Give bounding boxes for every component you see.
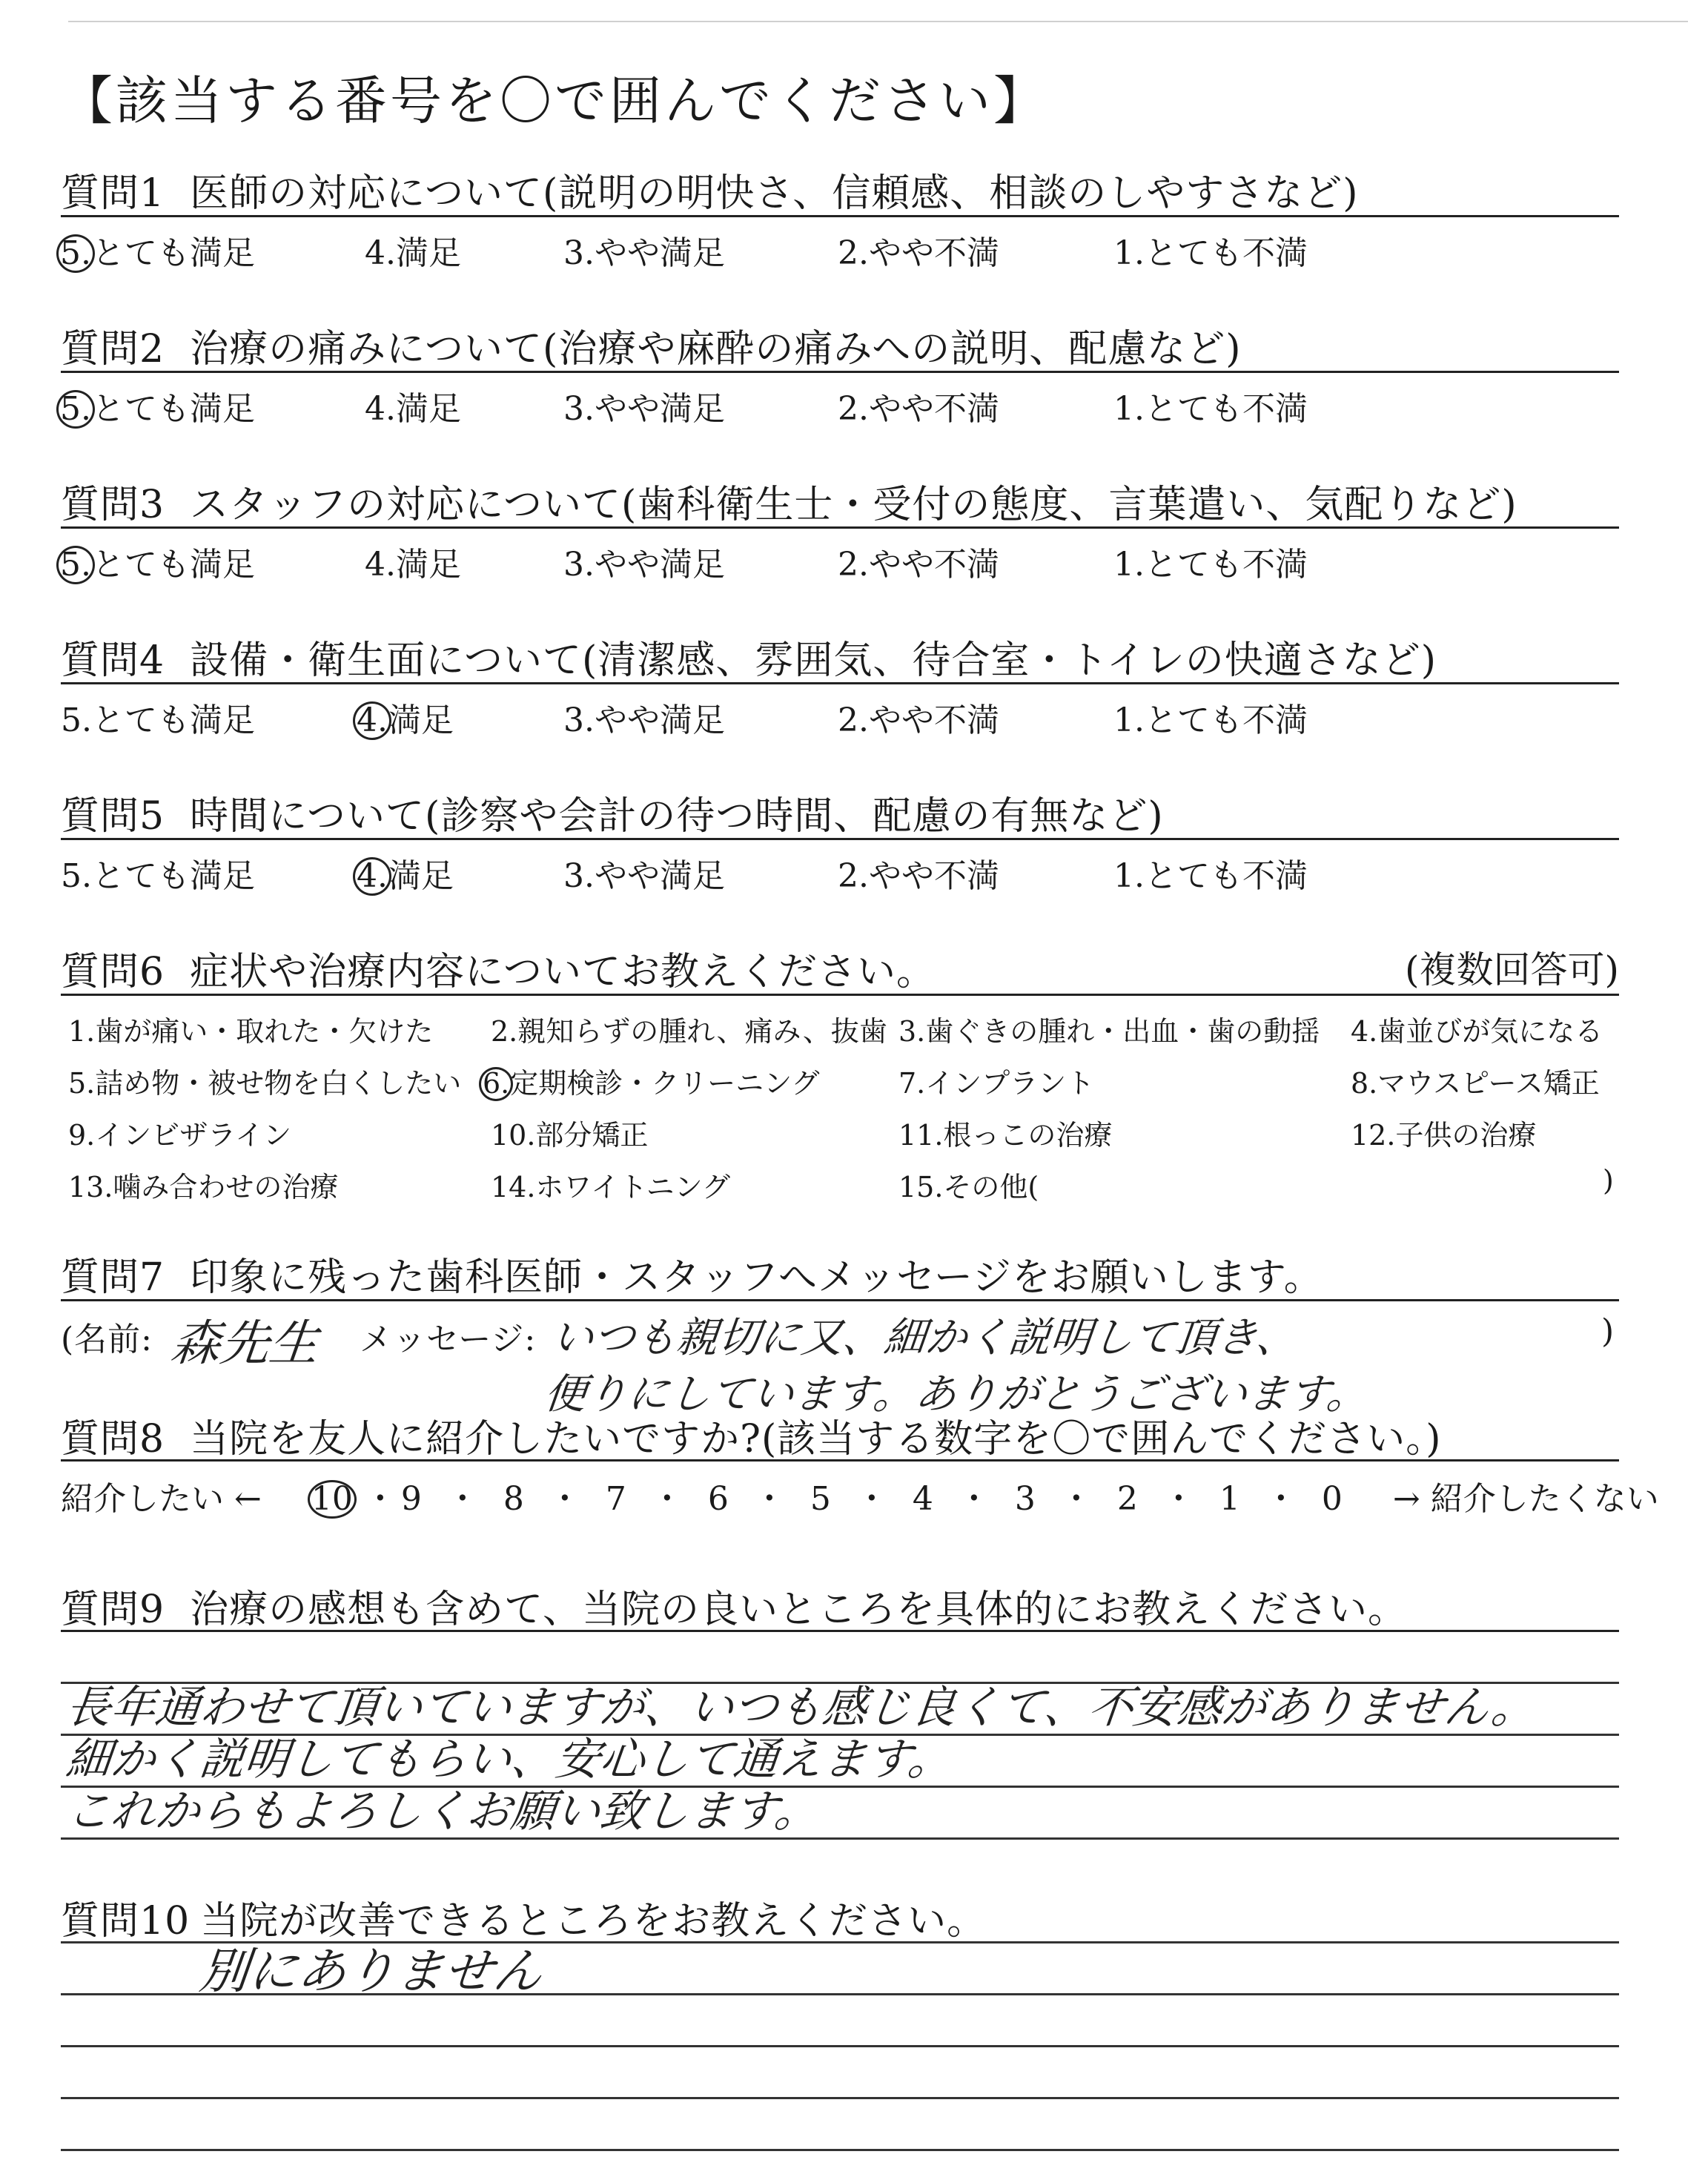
selected-circle: 5. — [56, 390, 95, 429]
question-1 — [61, 162, 1359, 217]
question-7 — [61, 1246, 1323, 1301]
option-5[interactable]: 5.とても満足 — [61, 382, 255, 429]
question-text: スタッフの対応について(歯科衛生士・受付の態度、言葉遣い、気配りなど) — [190, 483, 1517, 527]
option-14[interactable]: 14.ホワイトニング — [491, 1171, 731, 1203]
option-2[interactable]: 2.やや不満 — [838, 234, 999, 272]
instruction-header: 【該当する番号を〇で囲んでください】 — [61, 70, 1048, 131]
option-1[interactable]: 1.歯が痛い・取れた・欠けた — [68, 1015, 434, 1048]
selected-circle: 4. — [353, 857, 391, 896]
option-4[interactable]: 4.満足 — [365, 234, 461, 272]
option-5[interactable]: 5.とても満足 — [61, 226, 255, 274]
right-label: → 紹介したくない — [1392, 1480, 1659, 1518]
question-text: 当院を友人に紹介したいですか?(該当する数字を〇で囲んでください。) — [190, 1417, 1442, 1462]
handwritten-message-line-1: いつも親切に又、細かく説明して頂き、 — [549, 1314, 1300, 1362]
option-1[interactable]: 1.とても不満 — [1113, 701, 1308, 739]
handwritten-answer-line-3: これからもよろしくお願い致します。 — [63, 1786, 822, 1837]
q5-options — [61, 849, 1619, 894]
selected-circle: 6. — [479, 1067, 513, 1101]
option-13[interactable]: 13.噛み合わせの治療 — [68, 1171, 339, 1203]
question-text: 医師の対応について(説明の明快さ、信頼感、相談のしやすさなど) — [190, 171, 1359, 216]
top-border — [68, 21, 1688, 22]
close-paren: ) — [1601, 1312, 1615, 1350]
option-1[interactable]: 1.とても不満 — [1113, 857, 1308, 895]
question-6 — [61, 940, 936, 996]
question-9 — [61, 1578, 1407, 1634]
q7-name-row — [61, 1312, 153, 1360]
option-3[interactable]: 3.やや満足 — [563, 857, 725, 895]
question-4 — [61, 629, 1437, 684]
divider — [61, 215, 1619, 217]
answer-line — [61, 2149, 1619, 2151]
question-number: 質問1 — [61, 171, 165, 216]
question-number: 質問10 — [61, 1899, 191, 1943]
option-2[interactable]: 2.やや不満 — [838, 857, 999, 895]
divider — [61, 1459, 1619, 1462]
question-8 — [61, 1407, 1442, 1463]
question-text: 治療の痛みについて(治療や麻酔の痛みへの説明、配慮など) — [190, 327, 1242, 371]
q2-options — [61, 382, 1619, 426]
message-label: メッセージ: — [360, 1321, 537, 1358]
question-number: 質問3 — [61, 483, 165, 527]
option-7[interactable]: 7.インプラント — [898, 1067, 1095, 1100]
divider — [61, 526, 1619, 529]
score-4[interactable]: 4 — [912, 1480, 933, 1518]
score-0[interactable]: 0 — [1321, 1480, 1343, 1518]
score-9[interactable]: 9 — [400, 1480, 422, 1518]
option-15[interactable]: 15.その他( — [898, 1171, 1039, 1203]
question-5 — [61, 785, 1164, 840]
divider — [61, 1630, 1619, 1632]
score-5[interactable]: 5 — [810, 1480, 831, 1518]
handwritten-answer-line-2: 細かく説明してもらい、安心して通えます。 — [63, 1734, 956, 1786]
divider — [61, 1299, 1619, 1301]
question-text: 印象に残った歯科医師・スタッフへメッセージをお願いします。 — [190, 1255, 1323, 1300]
option-8[interactable]: 8.マウスピース矯正 — [1351, 1067, 1600, 1100]
q6-options-grid — [61, 1008, 1619, 1216]
option-15-close: ) — [1603, 1164, 1614, 1197]
divider — [61, 682, 1619, 684]
question-2 — [61, 317, 1242, 373]
question-number: 質問2 — [61, 327, 165, 371]
question-number: 質問4 — [61, 638, 165, 683]
option-11[interactable]: 11.根っこの治療 — [898, 1119, 1113, 1152]
score-6[interactable]: 6 — [707, 1480, 729, 1518]
left-label: 紹介したい ← — [61, 1480, 262, 1518]
option-5[interactable]: 5.とても満足 — [61, 538, 255, 585]
question-text: 当院が改善できるところをお教えください。 — [200, 1899, 987, 1943]
option-6[interactable]: 6.定期検診・クリーニング — [483, 1060, 820, 1101]
question-3 — [61, 473, 1517, 529]
option-5[interactable]: 5.詰め物・被せ物を白くしたい — [68, 1067, 462, 1100]
option-1[interactable]: 1.とても不満 — [1113, 390, 1308, 428]
score-1[interactable]: 1 — [1219, 1480, 1240, 1518]
question-number: 質問6 — [61, 950, 165, 994]
option-4[interactable]: 4.満足 — [365, 546, 461, 584]
divider — [61, 371, 1619, 373]
option-9[interactable]: 9.インビザライン — [68, 1119, 292, 1152]
option-2[interactable]: 2.やや不満 — [838, 701, 999, 739]
selected-circle: 5. — [56, 234, 95, 273]
option-3[interactable]: 3.やや満足 — [563, 234, 725, 272]
option-3[interactable]: 3.やや満足 — [563, 390, 725, 428]
question-number: 質問9 — [61, 1588, 165, 1632]
q1-options — [61, 226, 1619, 271]
question-text: 治療の感想も含めて、当院の良いところを具体的にお教えください。 — [190, 1588, 1408, 1632]
handwritten-answer-line-1: 長年通わせて頂いていますが、いつも感じ良くて、不安感がありません。 — [63, 1682, 1539, 1734]
option-2[interactable]: 2.やや不満 — [838, 546, 999, 584]
answer-line — [61, 1993, 1619, 1995]
option-3[interactable]: 3.やや満足 — [563, 701, 725, 739]
option-5[interactable]: 5.とても満足 — [61, 701, 255, 739]
selected-score-10[interactable]: 10 — [308, 1480, 357, 1519]
option-5[interactable]: 5.とても満足 — [61, 857, 255, 895]
q4-options — [61, 693, 1619, 738]
divider — [61, 838, 1619, 840]
score-7[interactable]: 7 — [605, 1480, 626, 1518]
answer-line — [61, 1837, 1619, 1840]
selected-circle: 5. — [56, 546, 95, 584]
question-number: 質問8 — [61, 1417, 165, 1462]
question-number: 質問5 — [61, 794, 165, 839]
answer-line — [61, 2045, 1619, 2047]
handwritten-name: 森先生 — [168, 1315, 322, 1372]
question-number: 質問7 — [61, 1255, 165, 1300]
score-3[interactable]: 3 — [1014, 1480, 1036, 1518]
recommend-scale: 紹介したい ← 10 ・ 9 ・ 8 ・ 7 ・ 6 ・ 5 ・ 4 ・ 3 ・ 2 ・ 1 ・ 0 → 紹介したくない — [61, 1480, 1659, 1518]
score-8[interactable]: 8 — [503, 1480, 524, 1518]
option-10[interactable]: 10.部分矯正 — [491, 1119, 649, 1152]
name-label: (名前: — [61, 1321, 153, 1358]
option-1[interactable]: 1.とても不満 — [1113, 546, 1308, 584]
score-2[interactable]: 2 — [1116, 1480, 1138, 1518]
question-text: 症状や治療内容についてお教えください。 — [190, 950, 936, 994]
option-2[interactable]: 2.親知らずの腫れ、痛み、抜歯 — [491, 1015, 887, 1048]
multiple-answer-note: (複数回答可) — [1404, 948, 1619, 991]
option-12[interactable]: 12.子供の治療 — [1351, 1119, 1537, 1152]
option-1[interactable]: 1.とても不満 — [1113, 234, 1308, 272]
option-3[interactable]: 3.やや満足 — [563, 546, 725, 584]
divider — [61, 994, 1619, 996]
answer-line — [61, 2097, 1619, 2099]
handwritten-answer: 別にありません — [196, 1943, 546, 2000]
option-4[interactable]: 4.満足 — [357, 693, 454, 741]
handwritten-message-line-2: 便りにしています。ありがとうございます。 — [542, 1370, 1371, 1418]
question-text: 設備・衛生面について(清潔感、雰囲気、待合室・トイレの快適さなど) — [190, 638, 1437, 683]
q3-options — [61, 538, 1619, 582]
option-4[interactable]: 4.満足 — [365, 390, 461, 428]
option-4[interactable]: 4.満足 — [357, 849, 454, 896]
question-text: 時間について(診察や会計の待つ時間、配慮の有無など) — [190, 794, 1164, 839]
selected-circle: 4. — [353, 701, 391, 740]
option-2[interactable]: 2.やや不満 — [838, 390, 999, 428]
option-4[interactable]: 4.歯並びが気になる — [1351, 1015, 1603, 1048]
option-3[interactable]: 3.歯ぐきの腫れ・出血・歯の動揺 — [898, 1015, 1320, 1048]
